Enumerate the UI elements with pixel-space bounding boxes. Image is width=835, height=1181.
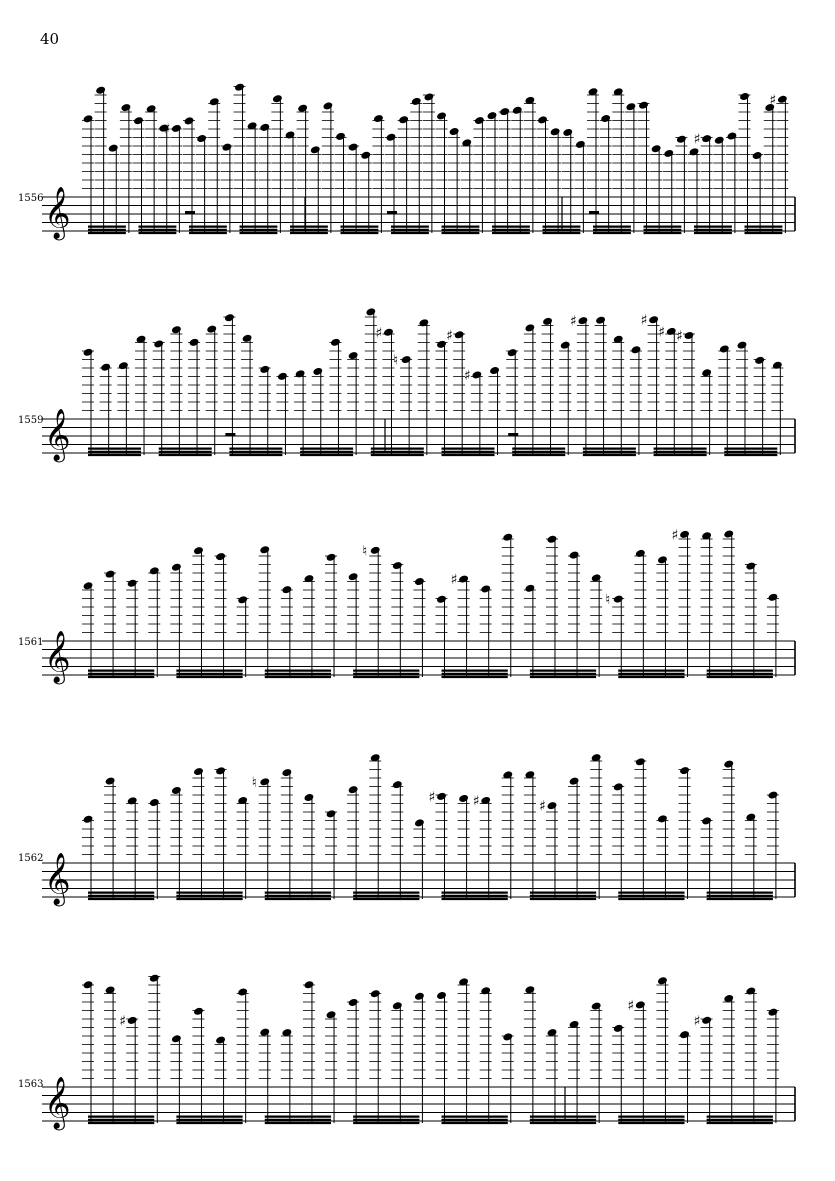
notehead <box>312 367 323 376</box>
notehead <box>613 594 624 603</box>
notehead <box>224 313 235 322</box>
sharp-icon: ♯ <box>119 1013 126 1030</box>
measure-number-1559: 1559 <box>18 415 44 426</box>
sharp-icon: ♯ <box>446 327 453 344</box>
notehead <box>348 998 359 1007</box>
notehead <box>723 759 734 768</box>
notehead <box>272 94 283 103</box>
notehead <box>370 546 381 555</box>
notehead <box>215 766 226 775</box>
notehead <box>480 584 491 593</box>
notehead <box>719 344 730 353</box>
notehead <box>330 338 341 347</box>
notehead <box>560 340 571 349</box>
rest <box>589 211 599 214</box>
notehead <box>221 142 232 151</box>
sharp-icon: ♯ <box>463 367 471 384</box>
notehead <box>259 1027 270 1036</box>
notehead <box>285 130 296 139</box>
notehead <box>215 1035 226 1044</box>
notehead <box>436 111 447 120</box>
notehead <box>127 579 138 588</box>
sharp-icon: ♯ <box>163 121 171 138</box>
notehead <box>259 123 270 132</box>
notehead <box>127 1016 138 1025</box>
notehead <box>663 149 674 158</box>
notehead <box>335 132 346 141</box>
sharp-icon: ♯ <box>658 324 666 341</box>
notehead <box>189 338 200 347</box>
treble-clef-icon: 𝄞 <box>44 185 71 239</box>
notehead <box>365 307 376 316</box>
notehead <box>458 794 469 803</box>
notehead <box>100 363 111 372</box>
notehead <box>777 95 788 104</box>
notehead <box>701 368 712 377</box>
notehead <box>701 1016 712 1025</box>
rest <box>508 433 518 436</box>
measure-number-1563: 1563 <box>18 1079 44 1090</box>
notehead <box>524 323 535 332</box>
notehead <box>745 986 756 995</box>
notehead <box>547 801 558 810</box>
notehead <box>95 86 106 95</box>
notehead <box>281 768 292 777</box>
notehead <box>373 114 384 123</box>
notehead <box>679 1030 690 1039</box>
notehead <box>171 124 182 133</box>
notehead <box>322 101 333 110</box>
notehead <box>83 581 94 590</box>
notehead <box>411 97 422 106</box>
sharp-icon: ♯ <box>538 798 546 815</box>
notehead <box>547 535 558 544</box>
notehead <box>149 974 160 983</box>
rest <box>185 211 195 214</box>
notehead <box>259 365 270 374</box>
notehead <box>237 987 248 996</box>
notehead <box>171 1034 182 1043</box>
notehead <box>105 569 116 578</box>
notehead <box>575 140 586 149</box>
measure-number-1562: 1562 <box>18 853 44 864</box>
notehead <box>171 563 182 572</box>
notehead <box>745 561 756 570</box>
notehead <box>193 546 204 555</box>
notehead <box>600 114 611 123</box>
notehead <box>277 372 288 381</box>
notehead <box>414 818 425 827</box>
notehead <box>436 595 447 604</box>
notehead <box>326 1010 337 1019</box>
notehead <box>737 340 748 349</box>
notehead <box>480 986 491 995</box>
notehead <box>701 816 712 825</box>
sharp-icon: ♯ <box>769 92 777 109</box>
notehead <box>487 111 498 120</box>
notehead <box>683 331 694 340</box>
notehead <box>348 785 359 794</box>
notehead <box>754 356 765 365</box>
notehead <box>625 102 636 111</box>
notehead <box>193 1007 204 1016</box>
notehead <box>726 131 737 140</box>
notehead <box>105 776 116 785</box>
notehead <box>127 796 138 805</box>
notehead <box>569 550 580 559</box>
notehead <box>209 97 220 106</box>
notehead <box>635 1000 646 1009</box>
notehead <box>370 989 381 998</box>
notehead <box>196 134 207 143</box>
notehead <box>237 595 248 604</box>
notehead <box>638 101 649 110</box>
notehead <box>83 114 94 123</box>
notehead <box>398 115 409 124</box>
notehead <box>259 777 270 786</box>
rest <box>387 211 397 214</box>
notehead <box>310 145 321 154</box>
notehead <box>153 339 164 348</box>
notehead <box>474 116 485 125</box>
notehead <box>386 133 397 142</box>
notehead <box>392 1001 403 1010</box>
notehead <box>120 103 131 112</box>
treble-clef-icon: 𝄞 <box>44 851 71 905</box>
notehead <box>133 116 144 125</box>
notehead <box>648 315 659 324</box>
notehead <box>635 757 646 766</box>
notehead <box>767 593 778 602</box>
notehead <box>215 552 226 561</box>
sharp-icon: ♯ <box>640 312 648 329</box>
notehead <box>752 151 763 160</box>
treble-clef-icon: 𝄞 <box>44 629 71 683</box>
notehead <box>767 790 778 799</box>
sharp-icon: ♯ <box>569 313 577 330</box>
notehead <box>83 348 94 357</box>
notehead <box>348 351 359 360</box>
sharp-icon: ♯ <box>375 325 383 342</box>
notehead <box>281 585 292 594</box>
notehead <box>83 815 94 824</box>
sharp-icon: ♯ <box>450 572 458 589</box>
notehead <box>259 545 270 554</box>
notehead <box>149 798 160 807</box>
notehead <box>679 530 690 539</box>
notehead <box>392 561 403 570</box>
notehead <box>303 980 314 989</box>
notehead <box>449 127 460 136</box>
notehead <box>499 107 510 116</box>
notehead <box>83 980 94 989</box>
notehead <box>193 767 204 776</box>
notehead <box>550 127 561 136</box>
notehead <box>714 136 725 145</box>
notehead <box>657 555 668 564</box>
notehead <box>184 116 195 125</box>
notehead <box>436 991 447 1000</box>
notehead <box>392 780 403 789</box>
notehead <box>458 574 469 583</box>
notehead <box>739 92 750 101</box>
notehead <box>418 318 429 327</box>
notehead <box>613 782 624 791</box>
notehead <box>577 316 588 325</box>
notehead <box>118 361 129 370</box>
sharp-icon: ♮ <box>251 774 257 791</box>
sharp-icon: ♯ <box>693 1013 701 1030</box>
rest <box>225 433 235 436</box>
notehead <box>297 104 308 113</box>
notehead <box>591 1001 602 1010</box>
notehead <box>772 361 783 370</box>
notehead <box>537 115 548 124</box>
notehead <box>295 369 306 378</box>
notehead <box>149 566 160 575</box>
notehead <box>401 355 412 364</box>
notehead <box>657 976 668 985</box>
notehead <box>651 144 662 153</box>
notehead <box>171 325 182 334</box>
notehead <box>524 584 535 593</box>
notehead <box>360 151 371 160</box>
notehead <box>348 572 359 581</box>
notehead <box>383 328 394 337</box>
notehead <box>234 83 245 92</box>
sharp-icon: ♯ <box>428 789 436 806</box>
notehead <box>303 793 314 802</box>
notehead <box>489 366 500 375</box>
notehead <box>171 786 182 795</box>
notehead <box>767 1007 778 1016</box>
notehead <box>326 809 337 818</box>
page-number: 40 <box>40 30 60 48</box>
notehead <box>454 330 465 339</box>
sharp-icon: ♯ <box>472 793 480 810</box>
sharp-icon: ♯ <box>693 131 701 148</box>
notehead <box>423 92 434 101</box>
sharp-icon: ♮ <box>605 592 611 609</box>
measure-number-1556: 1556 <box>18 193 44 204</box>
notehead <box>613 1024 624 1033</box>
notehead <box>206 324 217 333</box>
notehead <box>679 766 690 775</box>
notehead <box>512 106 523 115</box>
notehead <box>542 317 553 326</box>
treble-clef-icon: 𝄞 <box>44 407 71 461</box>
notehead <box>414 992 425 1001</box>
sharp-icon: ♯ <box>671 527 679 544</box>
notehead <box>436 792 447 801</box>
notehead <box>595 316 606 325</box>
notehead <box>562 128 573 137</box>
notehead <box>524 985 535 994</box>
sharp-icon: ♮ <box>362 543 368 560</box>
notehead <box>471 370 482 379</box>
notehead <box>569 776 580 785</box>
treble-clef-icon: 𝄞 <box>44 1075 71 1129</box>
sharp-icon: ♯ <box>675 328 683 345</box>
notehead <box>676 135 687 144</box>
notehead <box>701 134 712 143</box>
notehead <box>657 814 668 823</box>
notehead <box>689 147 700 156</box>
notehead <box>326 553 337 562</box>
notehead <box>502 533 513 542</box>
notehead <box>723 529 734 538</box>
measure-number-1561: 1561 <box>18 637 44 648</box>
notehead <box>630 345 641 354</box>
notehead <box>507 348 518 357</box>
notehead <box>242 334 253 343</box>
notehead <box>414 577 425 586</box>
notehead <box>502 1032 513 1041</box>
notehead <box>348 142 359 151</box>
sharp-icon: ♯ <box>627 997 635 1014</box>
notehead <box>635 549 646 558</box>
notehead <box>108 143 119 152</box>
sharp-icon: ♮ <box>393 352 399 369</box>
